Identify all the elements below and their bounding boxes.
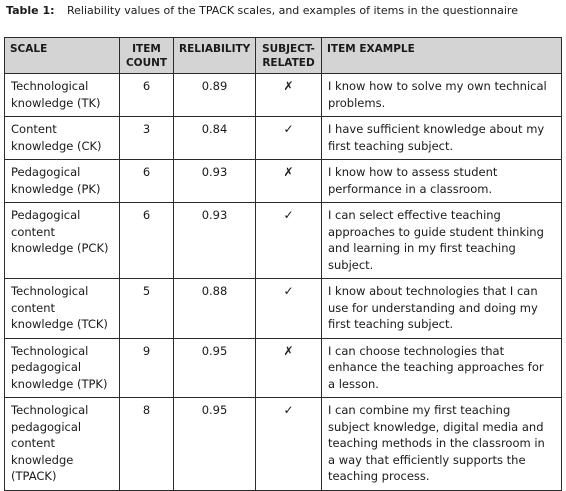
table-row [5, 117, 562, 160]
reliability-cell: 0.95 [174, 338, 256, 398]
table-row [5, 338, 562, 398]
caption-label: Table 1: [6, 4, 55, 17]
reliability-cell: 0.89 [174, 74, 256, 117]
item-count-cell: 5 [120, 279, 174, 339]
subject-related-cell: ✗ [256, 74, 322, 117]
item-count-cell: 6 [120, 74, 174, 117]
subject-related-cell: ✓ [256, 203, 322, 279]
subject-related-cell: ✓ [256, 279, 322, 339]
table-row [5, 203, 562, 279]
table-row [5, 160, 562, 203]
item-count-cell: 9 [120, 338, 174, 398]
header-item-example: ITEM EXAMPLE [322, 38, 562, 74]
item-example-cell: I know how to assess student performance in a classroom. [322, 160, 562, 203]
reliability-cell: 0.95 [174, 398, 256, 491]
item-example-cell: I have sufficient knowledge about my first teaching subject. [322, 117, 562, 160]
item-count-cell: 6 [120, 203, 174, 279]
scale-cell: Technological pedagogical knowledge (TPK) [5, 338, 120, 398]
table-row [5, 398, 562, 491]
subject-related-cell: ✓ [256, 117, 322, 160]
header-row [5, 38, 562, 74]
item-example-cell: I can choose technologies that enhance the teaching approaches for a lesson. [322, 338, 562, 398]
scale-cell: Technological pedagogical content knowledge (TPACK) [5, 398, 120, 491]
item-count-cell: 8 [120, 398, 174, 491]
scale-cell: Technological knowledge (TK) [5, 74, 120, 117]
item-count-cell: 3 [120, 117, 174, 160]
header-item-count: ITEM COUNT [120, 38, 174, 74]
item-example-cell: I can combine my first teaching subject knowledge, digital media and teaching methods in the classroom in a way that efficiently supports the teaching process. [322, 398, 562, 491]
subject-related-cell: ✓ [256, 398, 322, 491]
header-scale: SCALE [5, 38, 120, 74]
header-reliability: RELIABILITY [174, 38, 256, 74]
subject-related-cell: ✗ [256, 338, 322, 398]
table-row [5, 74, 562, 117]
subject-related-cell: ✗ [256, 160, 322, 203]
header-subject-related: SUBJECT-RELATED [256, 38, 322, 74]
reliability-table [4, 37, 562, 491]
reliability-cell: 0.84 [174, 117, 256, 160]
item-example-cell: I know about technologies that I can use for understanding and doing my first teaching subject. [322, 279, 562, 339]
caption-text: Reliability values of the TPACK scales, and examples of items in the questionnaire [67, 4, 518, 17]
table-caption [6, 3, 562, 19]
table-row [5, 279, 562, 339]
scale-cell: Pedagogical knowledge (PK) [5, 160, 120, 203]
scale-cell: Pedagogical content knowledge (PCK) [5, 203, 120, 279]
item-example-cell: I can select effective teaching approaches to guide student thinking and learning in my first teaching subject. [322, 203, 562, 279]
reliability-cell: 0.93 [174, 203, 256, 279]
reliability-cell: 0.93 [174, 160, 256, 203]
reliability-cell: 0.88 [174, 279, 256, 339]
scale-cell: Content knowledge (CK) [5, 117, 120, 160]
item-count-cell: 6 [120, 160, 174, 203]
scale-cell: Technological content knowledge (TCK) [5, 279, 120, 339]
item-example-cell: I know how to solve my own technical problems. [322, 74, 562, 117]
